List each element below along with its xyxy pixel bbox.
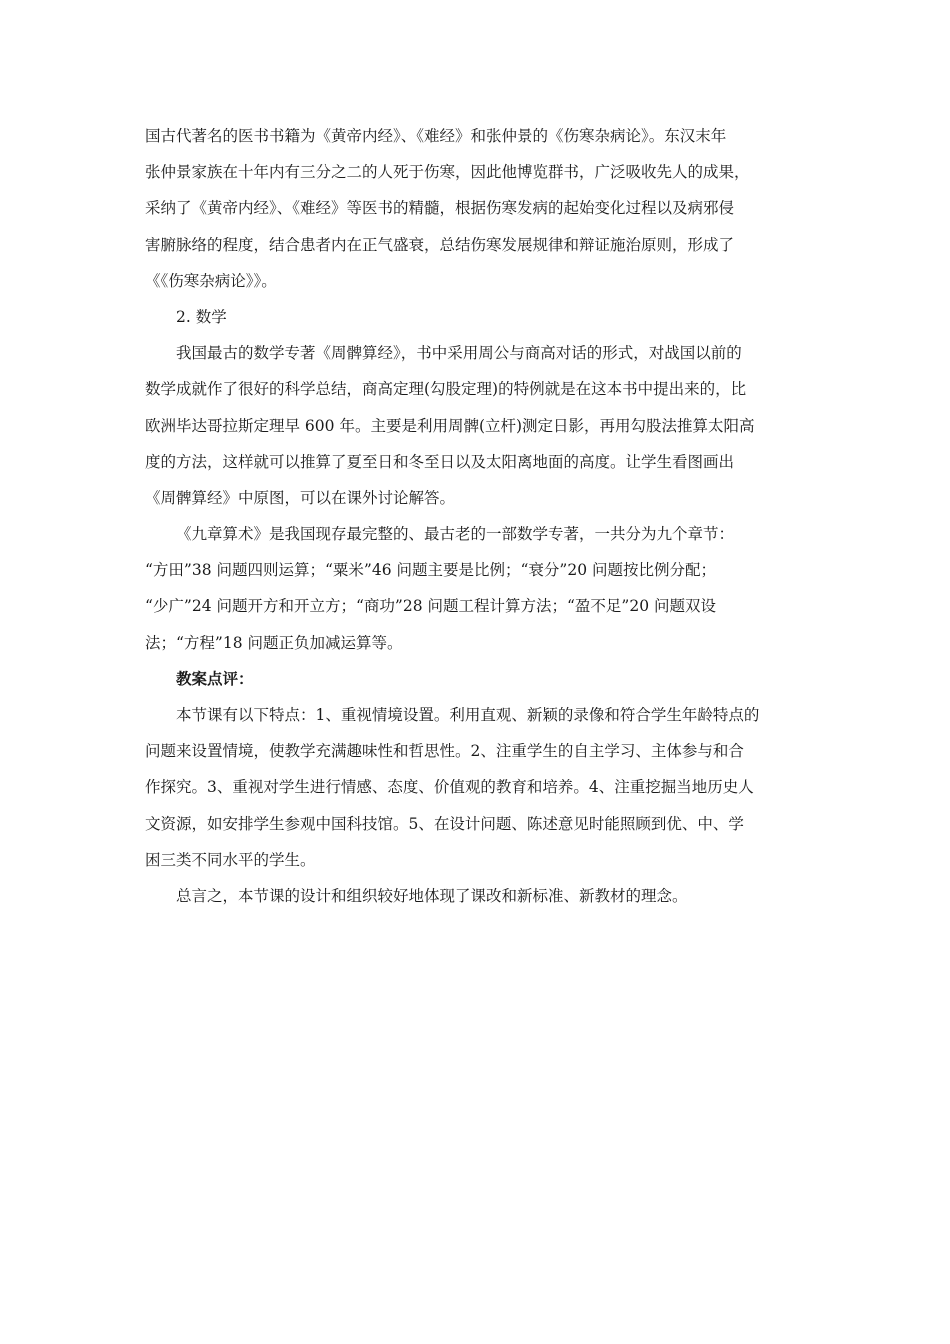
text-line: 张仲景家族在十年内有三分之二的人死于伤寒，因此他博览群书，广泛吸收先人的成果， [145,163,750,182]
text-line: 《周髀算经》中原图，可以在课外讨论解答。 [145,488,456,507]
paragraph-summary: 总言之，本节课的设计和组织较好地体现了课改和新标准、新教材的理念。 [176,886,688,905]
text-line: 《九章算术》是我国现存最完整的、最古老的一部数学专著，一共分为九个章节： [176,525,735,544]
text-line: 困三类不同水平的学生。 [145,850,316,869]
text-line: “少广”24 问题开方和开立方；“商功”28 问题工程计算方法；“盈不足”20 问题双设 [145,597,716,616]
paragraph-zhoubi-suanjing [145,335,810,516]
section-heading-math: 2. 数学 [176,307,227,326]
text-line: 《《伤寒杂病论》》。 [145,271,277,290]
text-line: “方田”38 问题四则运算；“粟米”46 问题主要是比例；“衰分”20 问题按比例分配； [145,561,716,580]
section-heading-review: 教案点评： [176,668,254,688]
text-line: 本节课有以下特点：1、重视情境设置。利用直观、新颖的录像和符合学生年龄特点的 [176,706,760,724]
paragraph-nine-chapters [145,516,810,661]
text-line: 法；“方程”18 问题正负加减运算等。 [145,633,403,652]
text-line: 文资源，如安排学生参观中国科技馆。5、在设计问题、陈述意见时能照顾到优、中、学 [145,814,744,833]
text-line: 欧洲毕达哥拉斯定理早 600 年。主要是利用周髀(立杆)测定日影，再用勾股法推算太阳高 [145,416,755,435]
text-line: 采纳了《黄帝内经》、《难经》等医书的精髓，根据伤寒发病的起始变化过程以及病邪侵 [145,199,735,218]
text-line: 害腑脉络的程度，结合患者内在正气盛衰，总结伤寒发展规律和辩证施治原则，形成了 [145,235,735,254]
paragraph-review [145,697,810,878]
document-body [145,118,810,914]
paragraph-medical-books [145,118,810,299]
text-line: 国古代著名的医书书籍为《黄帝内经》、《难经》和张仲景的《伤寒杂病论》。东汉末年 [145,127,727,145]
text-line: 数学成就作了很好的科学总结，商高定理(勾股定理)的特例就是在这本书中提出来的，比 [145,380,747,399]
text-line: 问题来设置情境，使教学充满趣味性和哲思性。2、注重学生的自主学习、主体参与和合 [145,742,744,761]
text-line: 我国最古的数学专著《周髀算经》，书中采用周公与商高对话的形式，对战国以前的 [176,344,742,363]
text-line: 度的方法，这样就可以推算了夏至日和冬至日以及太阳离地面的高度。让学生看图画出 [145,452,735,471]
text-line: 作探究。3、重视对学生进行情感、态度、价值观的教育和培养。4、注重挖掘当地历史人 [145,778,754,797]
